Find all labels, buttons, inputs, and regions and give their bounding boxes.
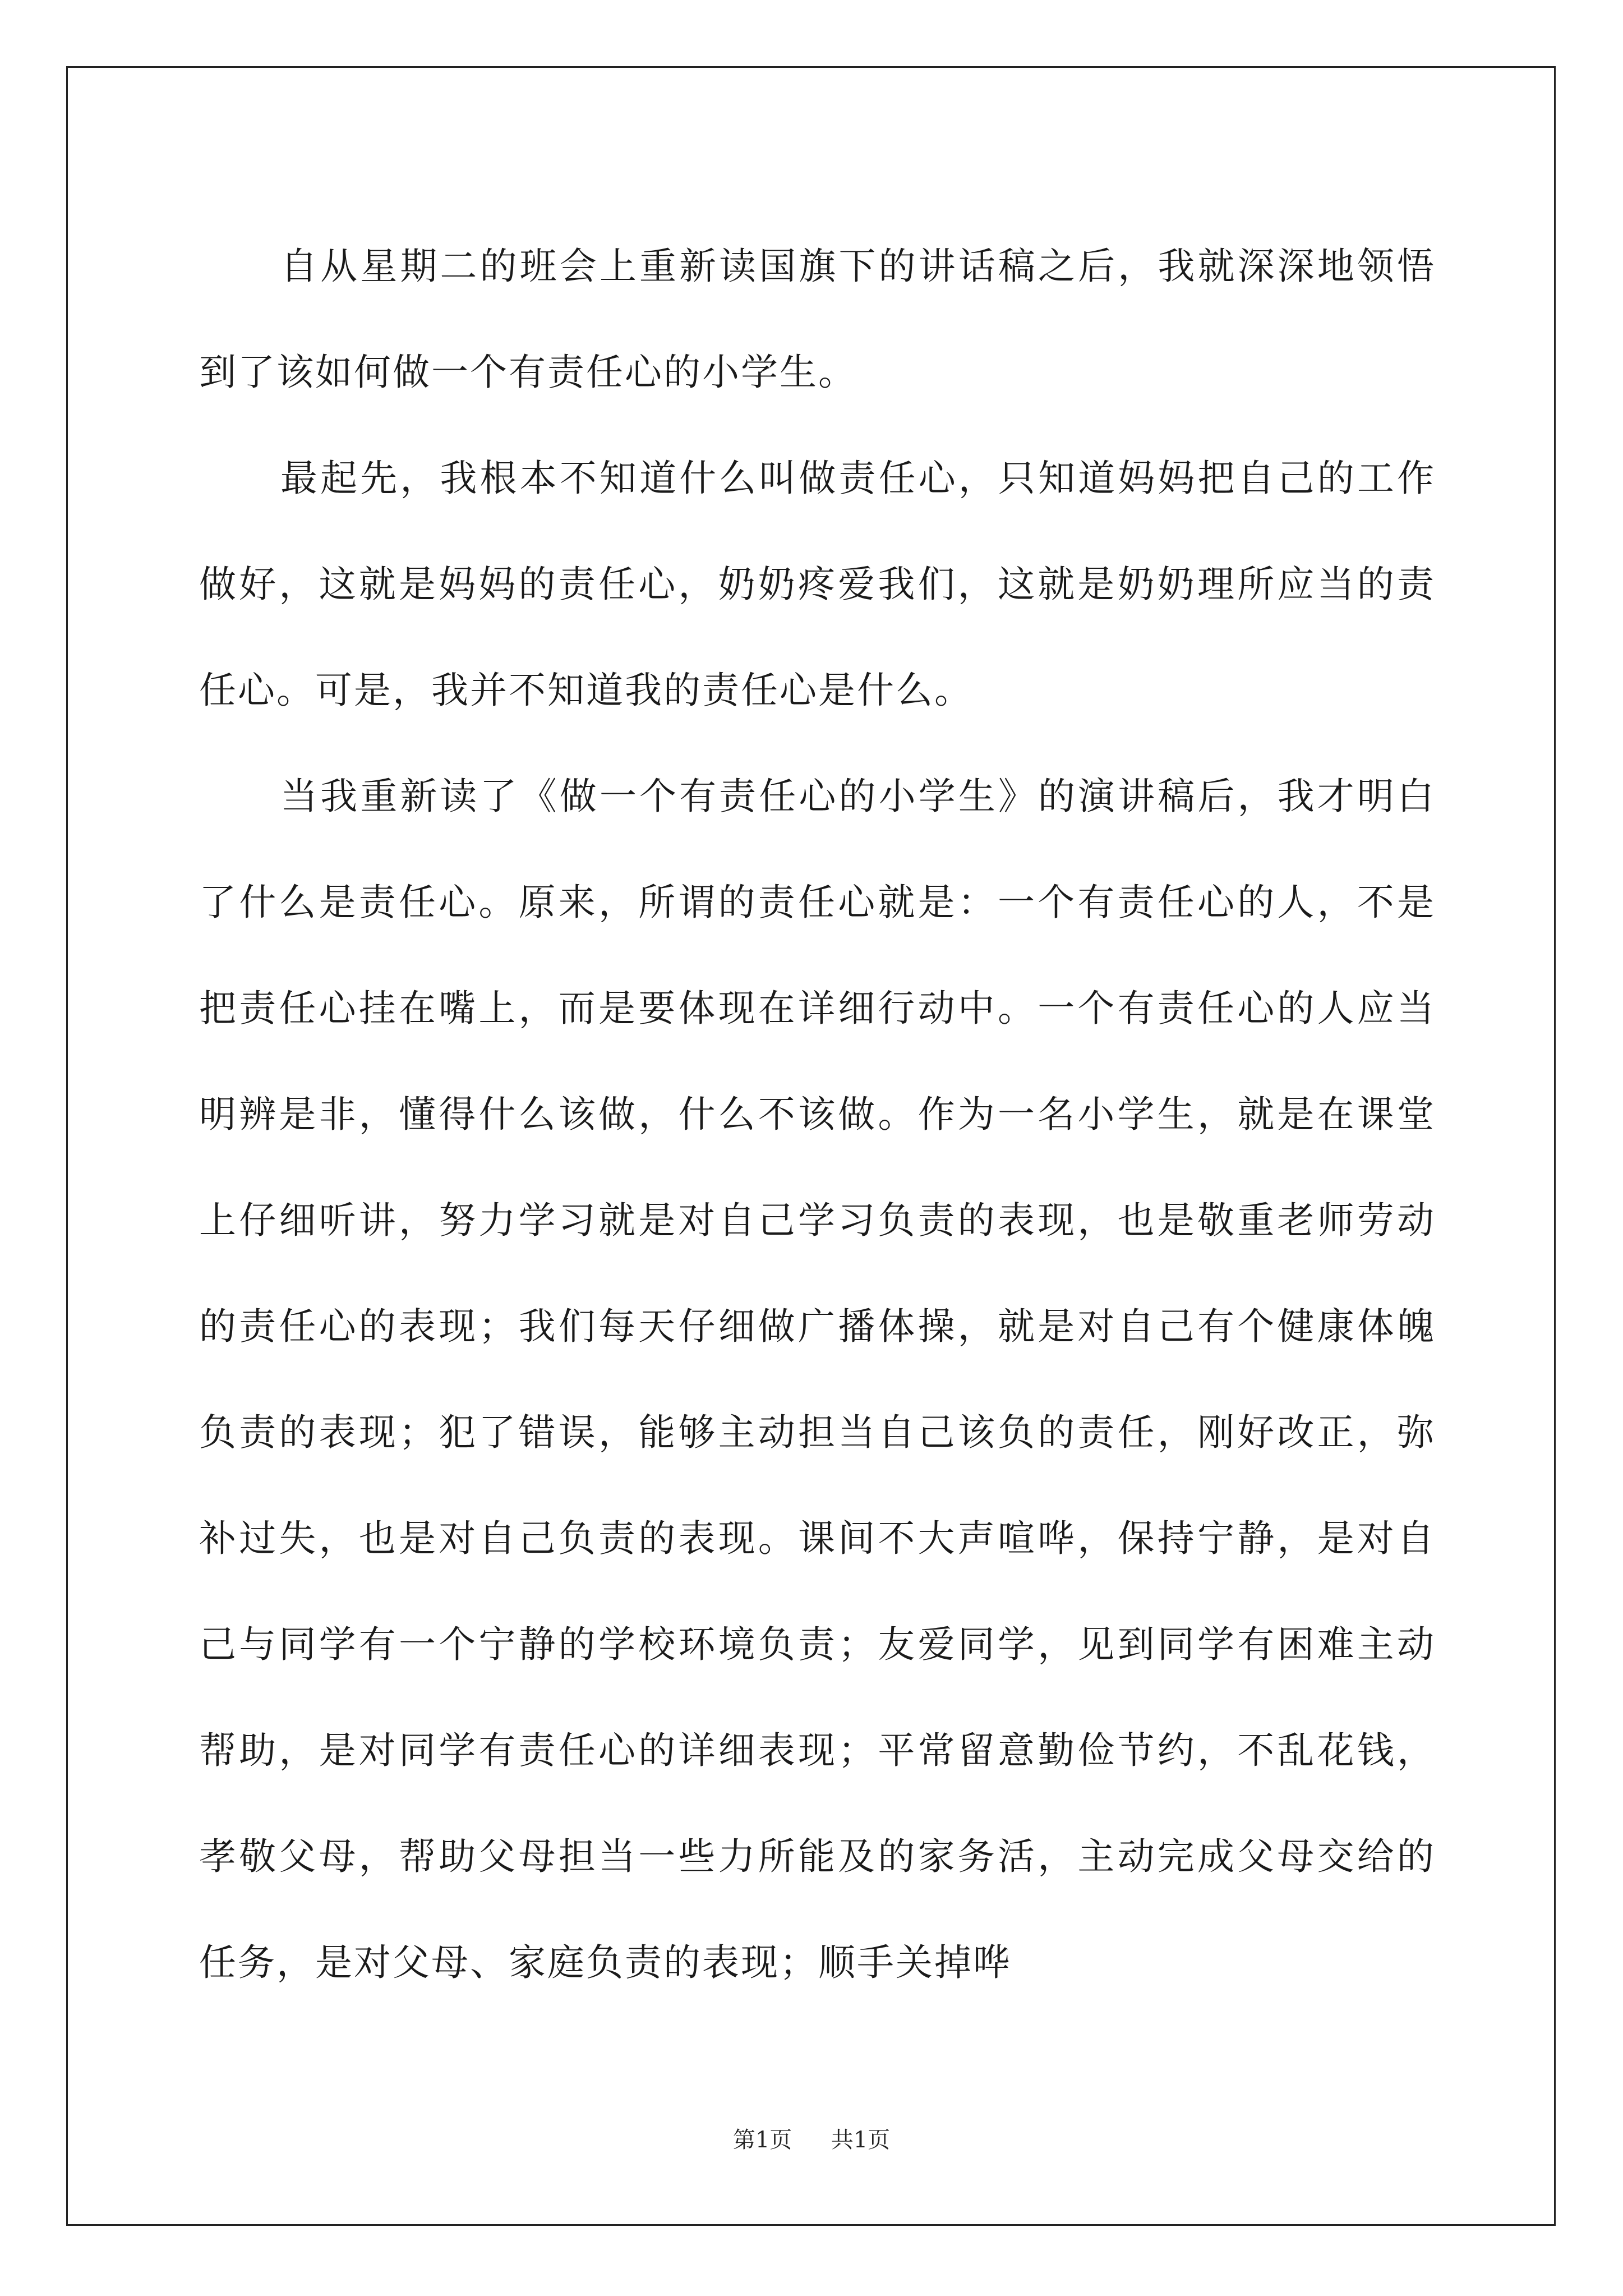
paragraph: 最起先，我根本不知道什么叫做责任心，只知道妈妈把自己的工作做好，这就是妈妈的责任心，奶奶疼爱我们，这就是奶奶理所应当的责任心。可是，我并不知道我的责任心是什么。 bbox=[199, 457, 1436, 712]
page-number-total: 共1页 bbox=[831, 2127, 891, 2153]
page-number-current: 第1页 bbox=[732, 2127, 792, 2153]
document-body bbox=[199, 213, 1436, 2016]
paragraph: 当我重新读了《做一个有责任心的小学生》的演讲稿后，我才明白了什么是责任心。原来，所谓的责任心就是：一个有责任心的人，不是把责任心挂在嘴上，而是要体现在详细行动中。一个有责任心的人应当明辨是非，懂得什么该做，什么不该做。作为一名小学生，就是在课堂上仔细听讲，努力学习就是对自己学习负责的表现，也是敬重老师劳动的责任心的表现；我们每天仔细做广播体操，就是对自己有个健康体魄负责的表现；犯了错误，能够主动担当自己该负的责任，刚好改正，弥补过失，也是对自己负责的表现。课间不大声喧哗，保持宁静，是对自己与同学有一个宁静的学校环境负责；友爱同学，见到同学有困难主动帮助，是对同学有责任心的详细表现；平常留意勤俭节约，不乱花钱，孝敬父母，帮助父母担当一些力所能及的家务活，主动完成父母交给的任务，是对父母、家庭负责的表现；顺手关掉哗 bbox=[199, 775, 1436, 1984]
paragraph: 自从星期二的班会上重新读国旗下的讲话稿之后，我就深深地领悟到了该如何做一个有责任心的小学生。 bbox=[199, 245, 1436, 394]
page-footer bbox=[0, 2126, 1623, 2154]
